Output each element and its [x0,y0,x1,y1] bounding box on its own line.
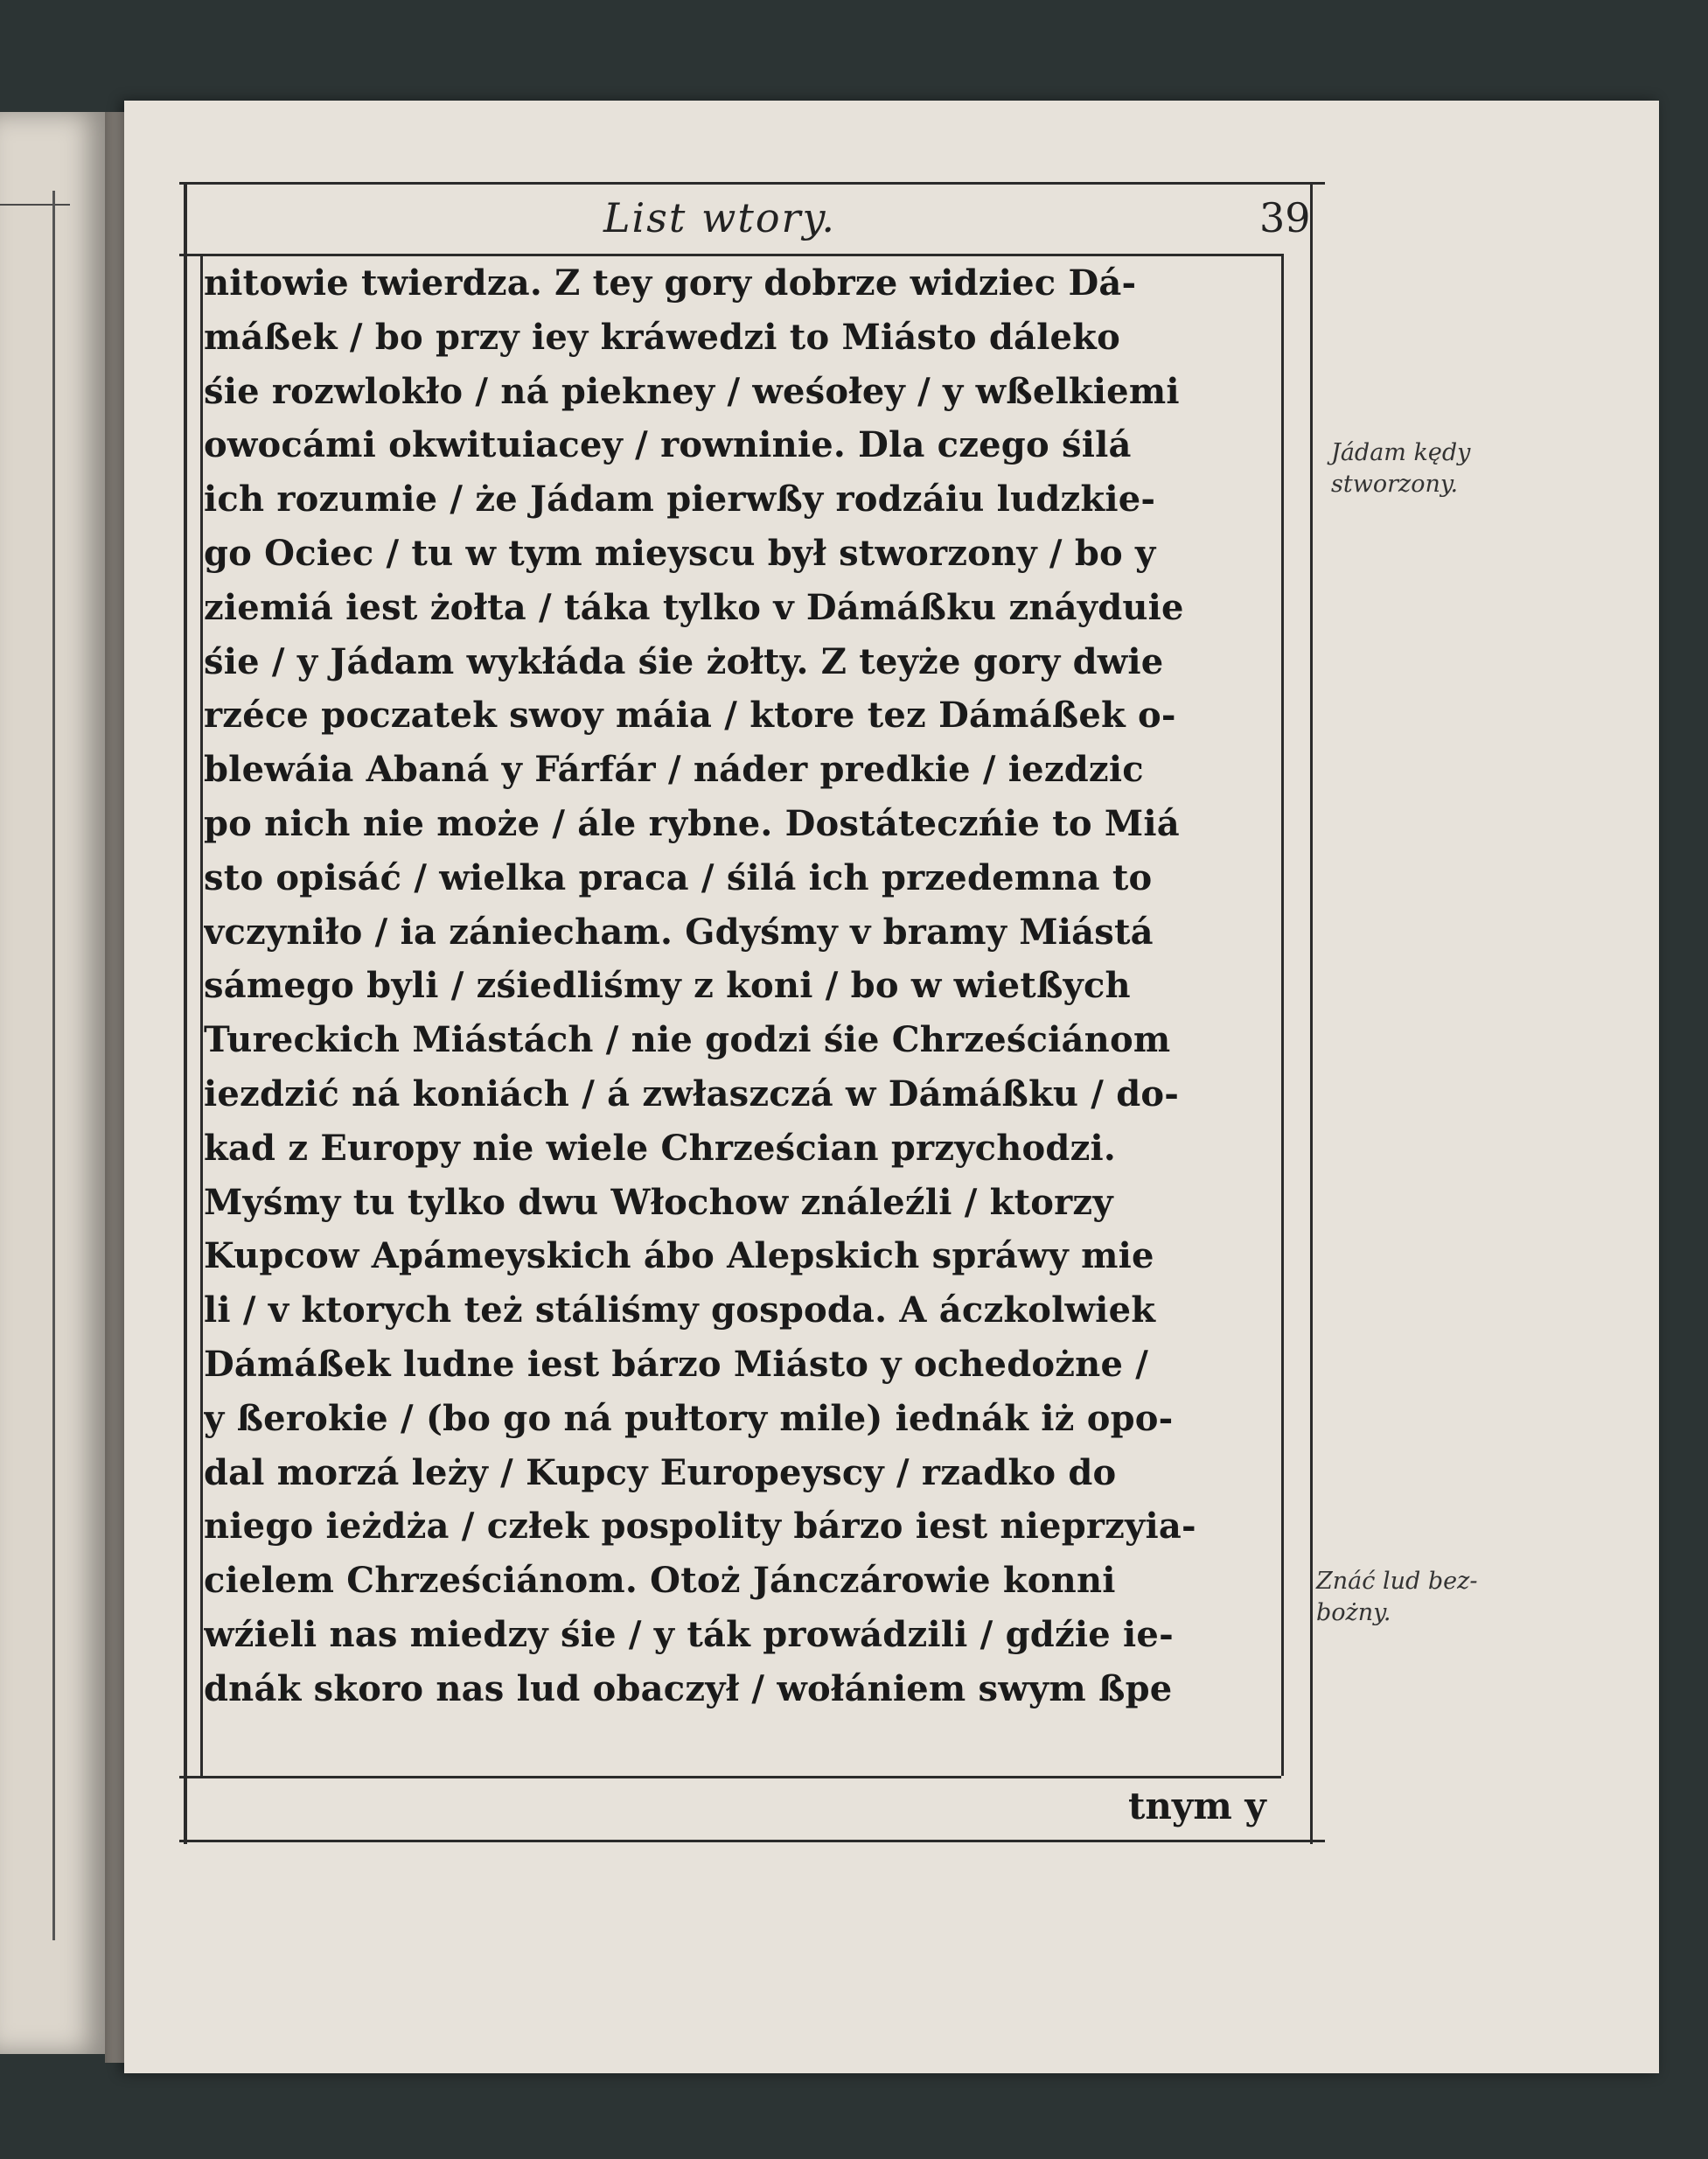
text-line: nitowie twierdza. Z tey gory dobrze widziec Dá- [204,262,1137,304]
text-line: ich rozumie / że Jádam pierwßy rodzáiu ludzkie- [204,479,1156,521]
text-line: Kupcow Apámeyskich ábo Alepskich spráwy mie [204,1235,1154,1277]
text-line: śie rozwlokło / ná piekney / weśołey / y wßelkiemi [204,370,1180,412]
text-line: cielem Chrześciánom. Otoż Jánczárowie konni [204,1560,1116,1602]
margin-note-line: Znáć lud bez- [1316,1568,1478,1595]
margin-note-line: Jádam kędy [1331,439,1471,466]
left-frame-rule [184,182,187,1844]
page-number: 39 [1259,194,1311,241]
margin-note-line: stworzony. [1331,471,1459,498]
margin-note [1331,437,1532,500]
text-line: wźieli nas miedzy śie / y ták prowádzili / gdźie ie- [204,1613,1174,1655]
margin-note-line: bożny. [1316,1599,1391,1626]
text-line: sámego byli / zśiedliśmy z koni / bo w wietßych [204,965,1131,1007]
top-rule [179,182,1325,185]
main-text-block [204,256,1288,2006]
text-line: po nich nie może / ále rybne. Dostáteczńie to Miá [204,802,1180,844]
text-line: śie / y Jádam wykłáda śie żołty. Z teyże gory dwie [204,640,1164,682]
text-line: niego ieżdża / człek pospolity bárzo iest nieprzyia- [204,1506,1196,1548]
left-page-vertical-rule [52,191,55,1940]
margin-note [1316,1566,1517,1629]
inner-left-rule [200,254,203,1776]
text-line: vczyniło / ia zániecham. Gdyśmy v bramy Miástá [204,911,1154,953]
text-line: y ßerokie / (bo go ná pułtory mile) iednák iż opo- [204,1397,1174,1439]
text-line: Dámáßek ludne iest bárzo Miásto y ochedożne / [204,1343,1149,1385]
text-line: li / v ktorych też stáliśmy gospoda. A áczkolwiek [204,1289,1156,1331]
text-line: máßek / bo przy iey kráwedzi to Miásto dáleko [204,316,1120,358]
text-line: owocámi okwituiacey / rowninie. Dla czego śilá [204,424,1132,466]
text-line: Tureckich Miástách / nie godzi śie Chrześciánom [204,1019,1171,1061]
text-line: dal morzá leży / Kupcy Europeyscy / rzadko do [204,1451,1117,1493]
text-line: go Ociec / tu w tym mieyscu był stworzony / bo y [204,532,1156,574]
running-head: List wtory. [603,194,837,241]
text-line: rzéce poczatek swoy máia / ktore tez Dámáßek o- [204,695,1176,737]
catchword: tnym y [1128,1785,1266,1827]
text-line: kad z Europy nie wiele Chrześcian przychodzi. [204,1127,1117,1169]
right-frame-rule [1310,182,1313,1844]
text-line: blewáia Abaná y Fárfár / náder predkie / iezdzic [204,749,1144,791]
text-line: iezdzić ná koniách / á zwłaszczá w Dámáßku / do- [204,1073,1180,1114]
text-line: sto opisáć / wielka praca / śilá ich przedemna to [204,856,1153,898]
left-page-edge [0,112,105,2054]
left-page-rule [0,204,70,206]
text-line: Myśmy tu tylko dwu Włochow ználeźli / ktorzy [204,1181,1113,1223]
text-line: ziemiá iest żołta / táka tylko v Dámáßku znáyduie [204,586,1184,628]
text-line: dnák skoro nas lud obaczył / wołániem swym ßpe [204,1667,1173,1709]
